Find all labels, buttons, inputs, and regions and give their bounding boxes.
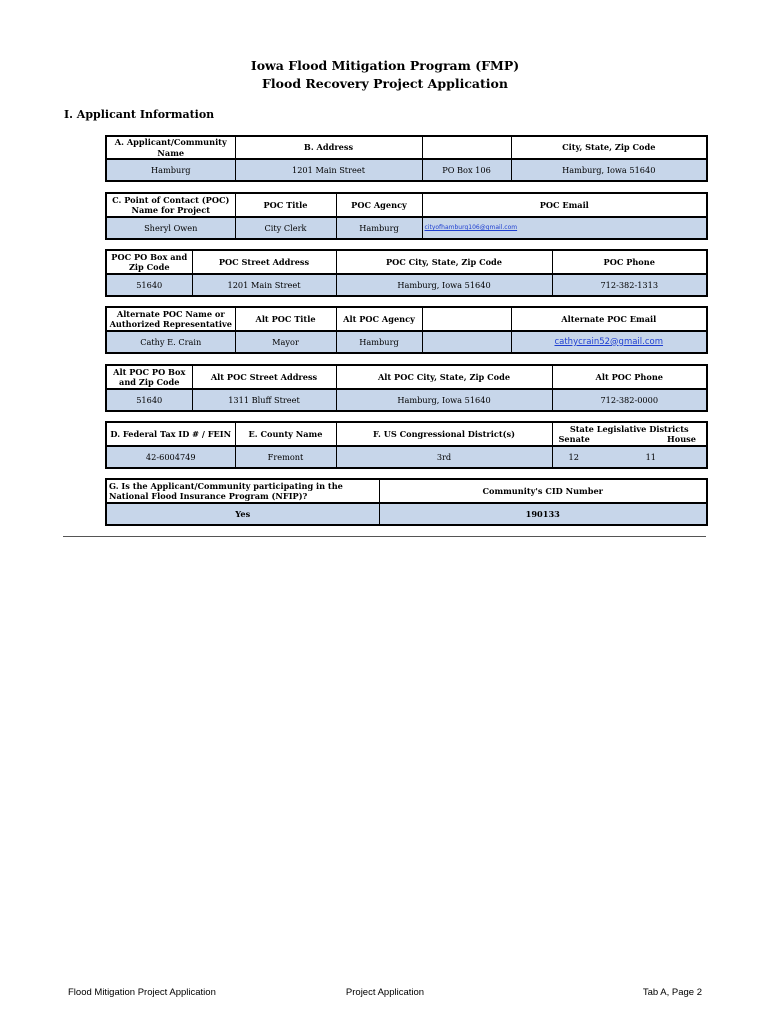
poc-email-link[interactable]: cityofhamburg106@gmail.com [422, 217, 707, 239]
header-address: B. Address [235, 136, 422, 159]
header-poc-phone: POC Phone [552, 250, 707, 274]
alt-poc-email-link[interactable]: cathycrain52@gmail.com [511, 331, 707, 353]
header-poc-city: POC City, State, Zip Code [336, 250, 552, 274]
header-poc-email: POC Email [422, 193, 707, 217]
alt-street-field[interactable]: 1311 Bluff Street [192, 389, 336, 411]
alt-city-field[interactable]: Hamburg, Iowa 51640 [336, 389, 552, 411]
nfip-answer-field[interactable]: Yes [106, 503, 379, 525]
poc-address-table [105, 249, 708, 297]
header-state-legislative [552, 422, 707, 446]
alt-poc-agency-field[interactable]: Hamburg [336, 331, 422, 353]
poc-name-field[interactable]: Sheryl Owen [106, 217, 235, 239]
header-county: E. County Name [235, 422, 336, 446]
header-poc-street: POC Street Address [192, 250, 336, 274]
tax-district-table [105, 421, 708, 469]
header-alt-street: Alt POC Street Address [192, 365, 336, 389]
header-poc-title: POC Title [235, 193, 336, 217]
senate-field[interactable]: 12 [568, 451, 579, 462]
fein-field[interactable]: 42-6004749 [106, 446, 235, 468]
poc-po-box-field[interactable]: 51640 [106, 274, 192, 296]
poc-phone-field[interactable]: 712-382-1313 [552, 274, 707, 296]
poc-street-field[interactable]: 1201 Main Street [192, 274, 336, 296]
alt-poc-title-field[interactable]: Mayor [235, 331, 336, 353]
congressional-district-field[interactable]: 3rd [336, 446, 552, 468]
nfip-question: G. Is the Applicant/Community participating in the National Flood Insurance Program (NFIP)? [106, 479, 379, 503]
address-field[interactable]: 1201 Main Street [235, 159, 422, 181]
alt-po-box-field[interactable]: 51640 [106, 389, 192, 411]
header-alt-phone: Alt POC Phone [552, 365, 707, 389]
footer-left: Flood Mitigation Project Application [68, 987, 216, 998]
header-alt-poc-email: Alternate POC Email [511, 307, 707, 331]
header-alt-poc-title: Alt POC Title [235, 307, 336, 331]
house-field[interactable]: 11 [645, 451, 656, 462]
alt-poc-table [105, 306, 708, 354]
header-alt-blank [422, 307, 511, 331]
city-state-zip-field[interactable]: Hamburg, Iowa 51640 [511, 159, 707, 181]
nfip-table [105, 478, 708, 526]
poc-agency-field[interactable]: Hamburg [336, 217, 422, 239]
house-label: House [667, 434, 696, 444]
page-title: Iowa Flood Mitigation Program (FMP) [250, 58, 520, 73]
cid-number-field[interactable]: 190133 [379, 503, 707, 525]
senate-label: Senate [558, 434, 590, 444]
poc-city-field[interactable]: Hamburg, Iowa 51640 [336, 274, 552, 296]
header-poc-agency: POC Agency [336, 193, 422, 217]
state-legislative-title: State Legislative Districts [569, 423, 689, 434]
header-poc-name: C. Point of Contact (POC) Name for Project [106, 193, 235, 217]
section-divider [63, 536, 706, 537]
po-box-field[interactable]: PO Box 106 [422, 159, 511, 181]
alt-phone-field[interactable]: 712-382-0000 [552, 389, 707, 411]
page-subtitle: Flood Recovery Project Application [262, 76, 508, 91]
header-alt-poc-name: Alternate POC Name or Authorized Representative [106, 307, 235, 331]
header-city-state-zip: City, State, Zip Code [511, 136, 707, 159]
poc-table [105, 192, 708, 240]
footer-right: Tab A, Page 2 [642, 987, 702, 998]
header-alt-poc-agency: Alt POC Agency [336, 307, 422, 331]
header-fein: D. Federal Tax ID # / FEIN [106, 422, 235, 446]
state-legislative-values [552, 446, 707, 468]
header-alt-city: Alt POC City, State, Zip Code [336, 365, 552, 389]
alt-poc-name-field[interactable]: Cathy E. Crain [106, 331, 235, 353]
header-cid-number: Community's CID Number [379, 479, 707, 503]
section-heading: I. Applicant Information [64, 108, 215, 121]
footer-center: Project Application [345, 987, 425, 998]
poc-title-field[interactable]: City Clerk [235, 217, 336, 239]
alt-blank-field[interactable] [422, 331, 511, 353]
header-congressional-district: F. US Congressional District(s) [336, 422, 552, 446]
header-alt-po-box: Alt POC PO Box and Zip Code [106, 365, 192, 389]
applicant-name-field[interactable]: Hamburg [106, 159, 235, 181]
county-field[interactable]: Fremont [235, 446, 336, 468]
alt-poc-address-table [105, 364, 708, 412]
header-applicant-name: A. Applicant/Community Name [106, 136, 235, 159]
header-address-2 [422, 136, 511, 159]
applicant-table [105, 135, 708, 182]
header-poc-po-box: POC PO Box and Zip Code [106, 250, 192, 274]
